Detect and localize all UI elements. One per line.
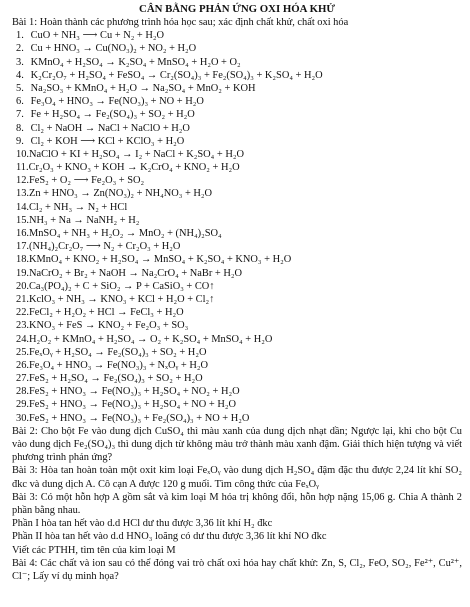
equation-number: 7. [16, 109, 24, 121]
equation-number: 20. [16, 280, 29, 292]
equation-item [16, 148, 462, 161]
equation-number: 29. [16, 399, 29, 411]
exercise-3b-part-3: Viết các PTHH, tìm tên của kim loại M [12, 544, 176, 556]
exercise-3b-part-2: Phần II hòa tan hết vào d.d HNO₃ loãng có dư thu được 3,36 lít khí NO đkc [12, 531, 327, 543]
equation-item [16, 69, 462, 82]
equation-text: KNO₃ + FeS → KNO₂ + Fe₂O₃ + SO₃ [29, 320, 189, 332]
equation-item [16, 227, 462, 240]
equation-item [16, 359, 462, 372]
equation-item [16, 319, 462, 332]
equation-number: 11. [16, 162, 29, 174]
equation-text: Fe₃O₄ + HNO₃ → Fe(NO₃)₃ + NₓOᵧ + H₂O [29, 359, 208, 371]
equation-number: 12. [16, 175, 29, 187]
equation-text: Ca₃(PO₄)₂ + C + SiO₂ → P + CaSiO₃ + CO↑ [29, 280, 215, 292]
equation-item [16, 95, 462, 108]
exercise-1-heading: Bài 1: Hoàn thành các phương trình hóa học sau; xác định chất khử, chất oxi hóa [12, 17, 349, 28]
equation-item [16, 135, 462, 148]
equation-number: 23. [16, 320, 29, 332]
equation-item [16, 280, 462, 293]
equation-number: 4. [16, 69, 24, 81]
equation-text: NaCrO₂ + Br₂ + NaOH → Na₂CrO₄ + NaBr + H₂O [29, 267, 242, 279]
equation-item [16, 82, 462, 95]
equation-number: 19. [16, 267, 29, 279]
document-title: CÂN BẰNG PHẢN ỨNG OXI HÓA KHỬ [139, 3, 335, 15]
equation-text: KMnO₄ + KNO₂ + H₂SO₄ → MnSO₄ + K₂SO₄ + KNO₃ + H₂O [29, 254, 292, 266]
equation-number: 16. [16, 228, 29, 240]
equation-number: 10. [16, 148, 29, 160]
equation-text: FeS₂ + H₂SO₄ → Fe₂(SO₄)₃ + SO₂ + H₂O [29, 373, 203, 385]
equation-number: 26. [16, 359, 29, 371]
equation-number: 3. [16, 56, 24, 68]
equation-number: 18. [16, 254, 29, 266]
equation-text: Fe₃O₄ + HNO₃ → Fe(NO₃)₃ + NO + H₂O [30, 96, 204, 108]
exercise-4: Bài 4: Các chất và ion sau có thể đóng vai trò chất oxi hóa hay chất khử: Zn, S, Cl₂, FeO, SO₂, Fe²⁺, Cu²⁺, Cl⁻; Lấy ví dụ minh họa? [12, 557, 462, 583]
equation-item [16, 122, 462, 135]
equation-number: 25. [16, 346, 29, 358]
equation-text: K₂Cr₂O₇ + H₂SO₄ + FeSO₄ → Cr₂(SO₄)₃ + Fe₂(SO₄)₃ + K₂SO₄ + H₂O [30, 69, 323, 81]
equation-item [16, 42, 462, 55]
equation-text: FeₓOᵧ + H₂SO₄ → Fe₂(SO₄)₃ + SO₂ + H₂O [29, 346, 207, 358]
equation-number: 22. [16, 307, 29, 319]
equation-item [16, 267, 462, 280]
equation-number: 13. [16, 188, 29, 200]
equation-text: Fe + H₂SO₄ → Fe₂(SO₄)₃ + SO₂ + H₂O [30, 109, 195, 121]
equation-number: 5. [16, 82, 24, 94]
equation-item [16, 346, 462, 359]
equation-text: KclO₃ + NH₃ → KNO₃ + KCl + H₂O + Cl₂↑ [29, 293, 215, 305]
equation-text: MnSO₄ + NH₃ + H₂O₂ → MnO₂ + (NH₄)₂SO₄ [29, 228, 222, 240]
equation-number: 27. [16, 373, 29, 385]
equation-number: 15. [16, 214, 29, 226]
equation-item [16, 187, 462, 200]
equation-number: 6. [16, 96, 24, 108]
equation-list [12, 29, 462, 425]
equation-text: H₂O₂ + KMnO₄ + H₂SO₄ → O₂ + K₂SO₄ + MnSO₄ + H₂O [29, 333, 273, 345]
exercise-3b-part-1: Phần I hòa tan hết vào d.d HCl dư thu được 3,36 lít khí H₂ đkc [12, 518, 273, 530]
equation-item [16, 385, 462, 398]
equation-number: 21. [16, 293, 29, 305]
equation-number: 24. [16, 333, 29, 345]
equation-item [16, 56, 462, 69]
equation-item [16, 412, 462, 425]
equation-text: Cu + HNO₃ → Cu(NO₃)₂ + NO₂ + H₂O [30, 43, 197, 55]
equation-item [16, 253, 462, 266]
equation-item [16, 293, 462, 306]
equation-item [16, 398, 462, 411]
equation-item [16, 174, 462, 187]
equation-item [16, 161, 462, 174]
equation-text: Na₂SO₃ + KMnO₄ + H₂O → Na₂SO₄ + MnO₂ + KOH [30, 82, 256, 94]
equation-item [16, 333, 462, 346]
equation-item [16, 240, 462, 253]
equation-item [16, 29, 462, 42]
exercise-2: Bài 2: Cho bột Fe vào dung dịch CuSO₄ thì màu xanh của dung dịch nhạt dần; Ngược lại, khi cho bột Cu vào dung dịch Fe₂(SO₄)₃ thì dung dịch từ không màu trở thành màu xanh đậm. Giải thích hiện tượng và viết phương trình phản ứng? [12, 425, 462, 464]
equation-text: KMnO₄ + H₂SO₄ → K₂SO₄ + MnSO₄ + H₂O + O₂ [30, 56, 241, 68]
equation-number: 9. [16, 135, 24, 147]
equation-text: NaClO + KI + H₂SO₄ → I₂ + NaCl + K₂SO₄ + H₂O [29, 148, 244, 160]
equation-item [16, 214, 462, 227]
exercise-3: Bài 3: Hòa tan hoàn toàn một oxit kim loại FeₓOᵧ vào dung dịch H₂SO₄ đậm đặc thu được 2,24 lít khí SO₂ đkc và dung dịch A. Cô cạn A được 120 g muối. Tìm công thức của FeₓOᵧ [12, 465, 462, 490]
equation-number: 8. [16, 122, 24, 134]
equation-text: NH₃ + Na → NaNH₂ + H₂ [29, 214, 140, 226]
equation-number: 17. [16, 241, 29, 253]
equation-text: FeS₂ + HNO₃ → Fe(NO₃)₃ + Fe₂(SO₄)₃ + NO + H₂O [29, 412, 250, 424]
equation-item [16, 372, 462, 385]
equation-number: 2. [16, 43, 24, 55]
equation-number: 30. [16, 412, 29, 424]
equation-number: 28. [16, 386, 29, 398]
equation-text: Cr₂O₃ + KNO₃ + KOH → K₂CrO₄ + KNO₂ + H₂O [28, 162, 240, 174]
equation-text: Zn + HNO₃ → Zn(NO₃)₂ + NH₄NO₃ + H₂O [29, 188, 213, 200]
equation-item [16, 108, 462, 121]
equation-text: Cl₂ + NH₃ → N₂ + HCl [29, 201, 128, 213]
equation-number: 14. [16, 201, 29, 213]
equation-text: Cl₂ + NaOH → NaCl + NaClO + H₂O [30, 122, 190, 134]
equation-text: FeS₂ + HNO₃ → Fe(NO₃)₃ + H₂SO₄ + NO₂ + H₂O [29, 386, 240, 398]
equation-item [16, 201, 462, 214]
equation-text: Cl₂ + KOH ⟶ KCl + KClO₃ + H₂O [30, 135, 185, 147]
equation-item [16, 306, 462, 319]
equation-text: CuO + NH₃ ⟶ Cu + N₂ + H₂O [30, 30, 165, 42]
equation-text: FeCl₂ + H₂O₂ + HCl → FeCl₃ + H₂O [29, 307, 184, 319]
equation-number: 1. [16, 30, 24, 42]
equation-text: FeS₂ + HNO₃ → Fe(NO₃)₃ + H₂SO₄ + NO + H₂O [29, 399, 236, 411]
equation-text: FeS₂ + O₂ ⟶ Fe₂O₃ + SO₂ [29, 175, 145, 187]
equation-text: (NH₄)₂Cr₂O₇ ⟶ N₂ + Cr₂O₃ + H₂O [29, 241, 181, 253]
exercise-3b: Bài 3: Có một hỗn hợp A gồm sắt và kim loại M hóa trị không đổi, hỗn hợp nặng 15,06 g. Chia A thành 2 phần bằng nhau. [12, 491, 462, 517]
